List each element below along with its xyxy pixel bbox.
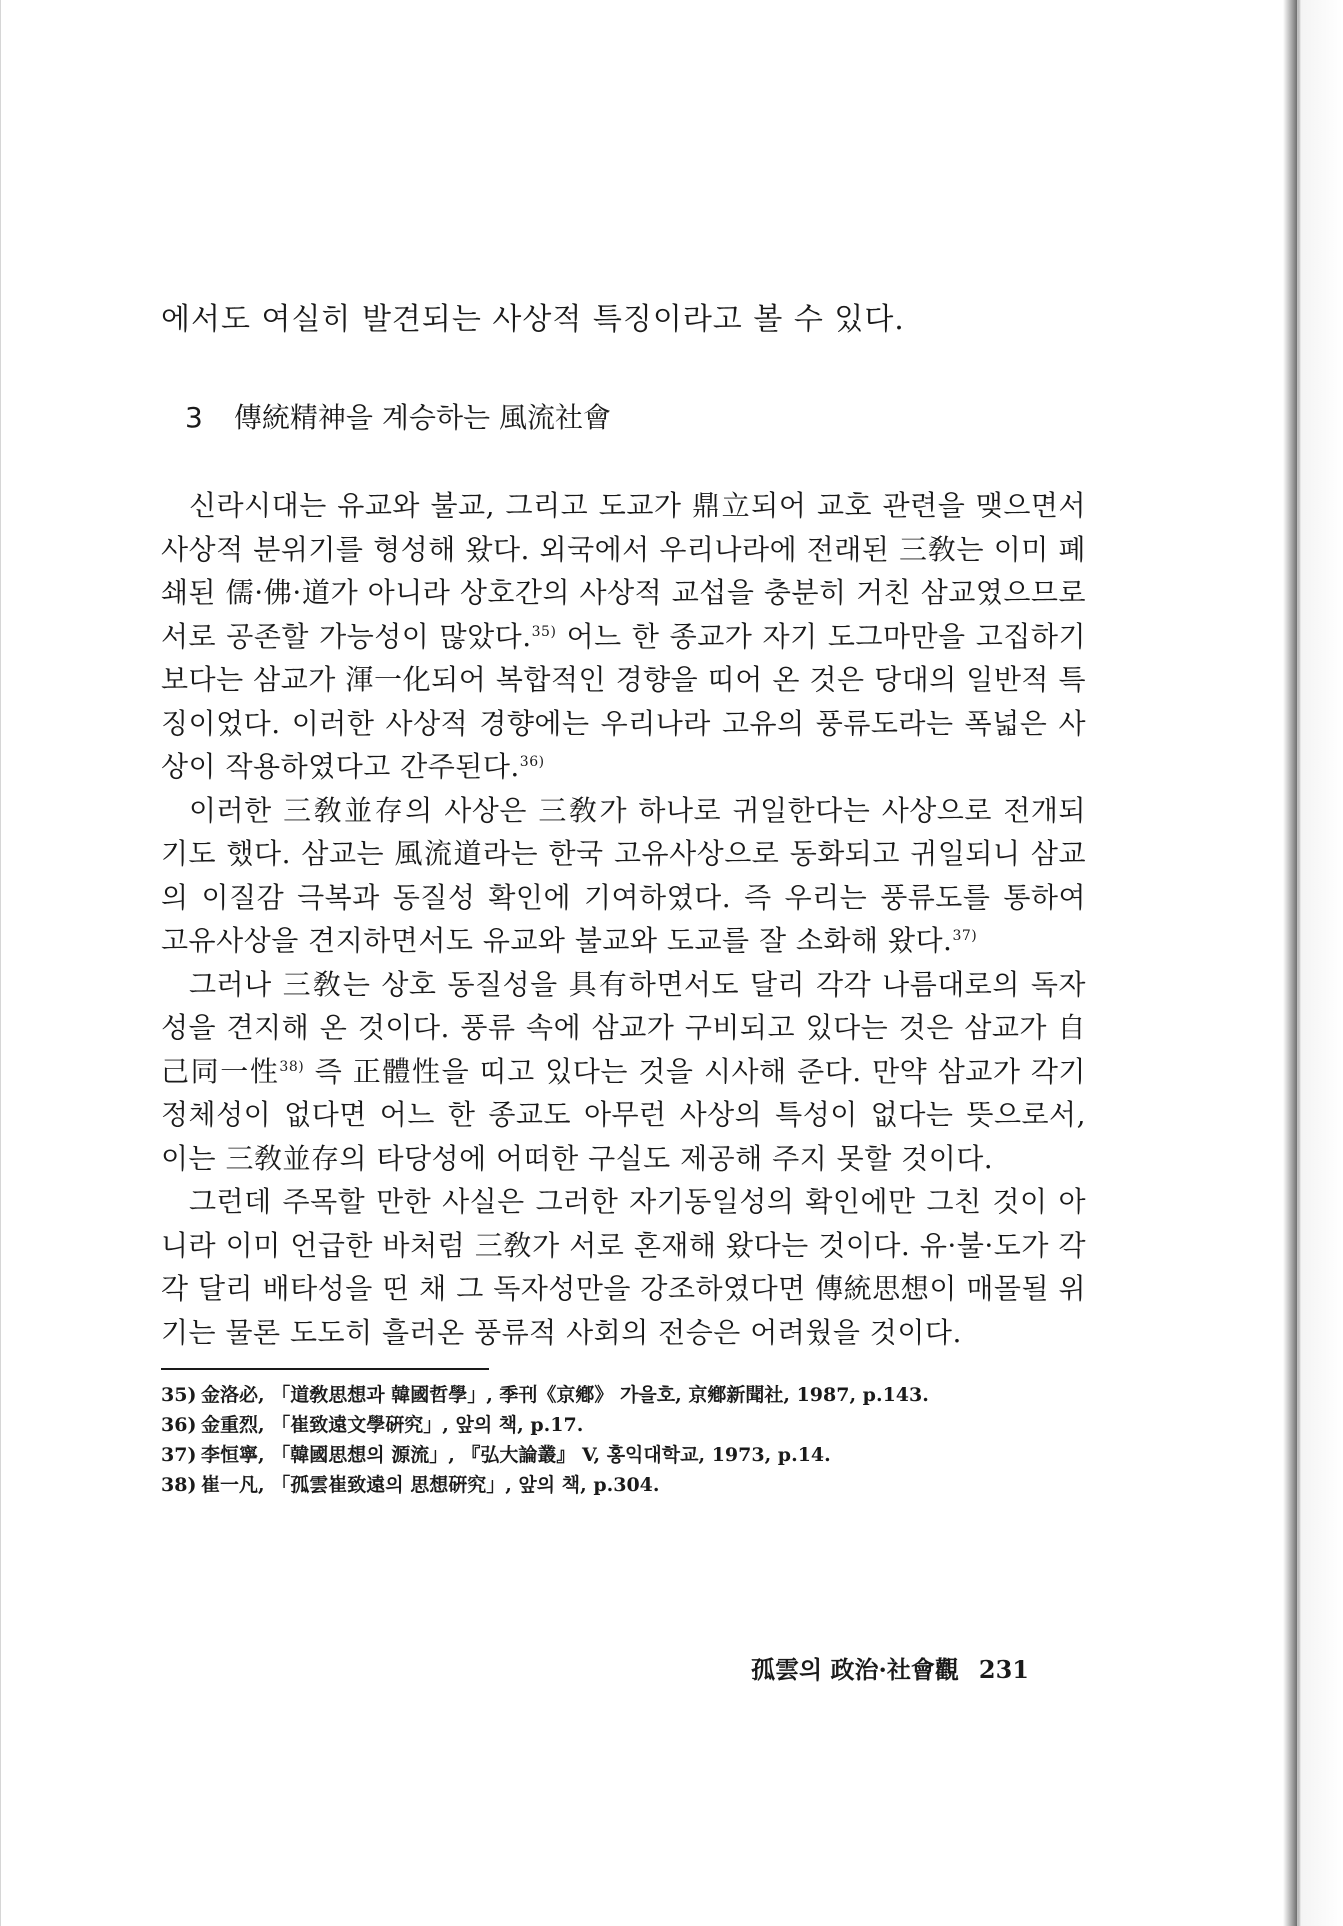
footnote-number: 38) xyxy=(161,1474,197,1496)
footnote-number: 36) xyxy=(161,1414,197,1436)
footnote-text: 崔一凡, 「孤雲崔致遠의 思想硏究」, 앞의 책, p.304. xyxy=(201,1474,660,1496)
paragraph-3 xyxy=(161,963,1086,1181)
continued-text: 에서도 여실히 발견되는 사상적 특징이라고 볼 수 있다. xyxy=(161,302,905,337)
section-heading xyxy=(185,398,1086,438)
footnote-ref-38[interactable]: 38) xyxy=(279,1058,305,1075)
section-number: 3 xyxy=(185,401,203,434)
page-content xyxy=(161,290,1086,1500)
footnote-text: 李恒寧, 「韓國思想의 源流」, 『弘大論叢』 V, 홍익대학교, 1973, p.14. xyxy=(201,1444,831,1466)
paragraph-3-text-cont: 즉 正體性을 띠고 있다는 것을 시사해 준다. 만약 삼교가 각기 정체성이 없다면 어느 한 종교도 아무런 사상의 특성이 없다는 뜻으로서, 이는 三敎並存의 타당성에 어떠한 구실도 제공해 주지 못할 것이다. xyxy=(161,1054,1086,1175)
footnote-text: 金重烈, 「崔致遠文學硏究」, 앞의 책, p.17. xyxy=(201,1414,584,1436)
paragraph-4-text: 그런데 주목할 만한 사실은 그러한 자기동일성의 확인에만 그친 것이 아니라 이미 언급한 바처럼 三敎가 서로 혼재해 왔다는 것이다. 유·불·도가 각각 달리 배타성을 띤 채 그 독자성만을 강조하였다면 傳統思想이 매몰될 위기는 물론 도도히 흘러온 풍류적 사회의 전승은 어려웠을 것이다. xyxy=(161,1185,1086,1349)
footnote-item xyxy=(161,1440,1086,1470)
running-footer xyxy=(751,1652,1061,1688)
footnote-item xyxy=(161,1380,1086,1410)
running-footer-title: 孤雲의 政治·社會觀 xyxy=(751,1655,959,1684)
continued-text-line xyxy=(161,290,1086,350)
paragraph-1-text-cont: 어느 한 종교가 자기 도그마만을 고집하기보다는 삼교가 渾一化되어 복합적인 경향을 띠어 온 것은 당대의 일반적 특징이었다. 이러한 사상적 경향에는 우리나라 고유의 풍류도라는 폭넓은 사상이 작용하였다고 간주된다. xyxy=(161,619,1086,783)
footnote-ref-37[interactable]: 37) xyxy=(952,928,978,944)
footnote-item xyxy=(161,1410,1086,1440)
paragraph-3-text: 그러나 三敎는 상호 동질성을 具有하면서도 달리 각각 나름대로의 독자성을 견지해 온 것이다. 풍류 속에 삼교가 구비되고 있다는 것은 삼교가 自己同一性 xyxy=(161,967,1086,1088)
footnote-item xyxy=(161,1470,1086,1500)
paragraph-4 xyxy=(161,1180,1086,1354)
footnote-number: 35) xyxy=(161,1384,197,1406)
footnote-text: 金洛必, 「道敎思想과 韓國哲學」, 季刊《京鄕》 가을호, 京鄕新聞社, 1987, p.143. xyxy=(201,1384,929,1406)
footnote-divider xyxy=(161,1368,489,1370)
footnote-ref-35[interactable]: 35) xyxy=(531,623,557,640)
page-fold xyxy=(1283,0,1297,1926)
paragraph-1 xyxy=(161,484,1086,789)
page-number: 231 xyxy=(978,1655,1030,1684)
paragraph-1-text: 신라시대는 유교와 불교, 그리고 도교가 鼎立되어 교호 관련을 맺으면서 사상적 분위기를 형성해 왔다. 외국에서 우리나라에 전래된 三敎는 이미 폐쇄된 儒·佛·道가 아니라 상호간의 사상적 교섭을 충분히 거친 삼교였으므로 서로 공존할 가능성이 많았다. xyxy=(161,489,1086,653)
page-edge-shadow xyxy=(1283,0,1343,1926)
paragraph-2-text: 이러한 三敎並存의 사상은 三敎가 하나로 귀일한다는 사상으로 전개되기도 했다. 삼교는 風流道라는 한국 고유사상으로 동화되고 귀일되니 삼교의 이질감 극복과 동질성 확인에 기여하였다. 즉 우리는 풍류도를 통하여 고유사상을 견지하면서도 유교와 불교와 도교를 잘 소화해 왔다. xyxy=(161,793,1086,957)
paragraph-2 xyxy=(161,789,1086,963)
footnotes xyxy=(161,1380,1086,1500)
footnote-ref-36[interactable]: 36) xyxy=(519,754,545,770)
footnote-number: 37) xyxy=(161,1444,197,1466)
section-title: 傳統精神을 계승하는 風流社會 xyxy=(233,401,611,434)
